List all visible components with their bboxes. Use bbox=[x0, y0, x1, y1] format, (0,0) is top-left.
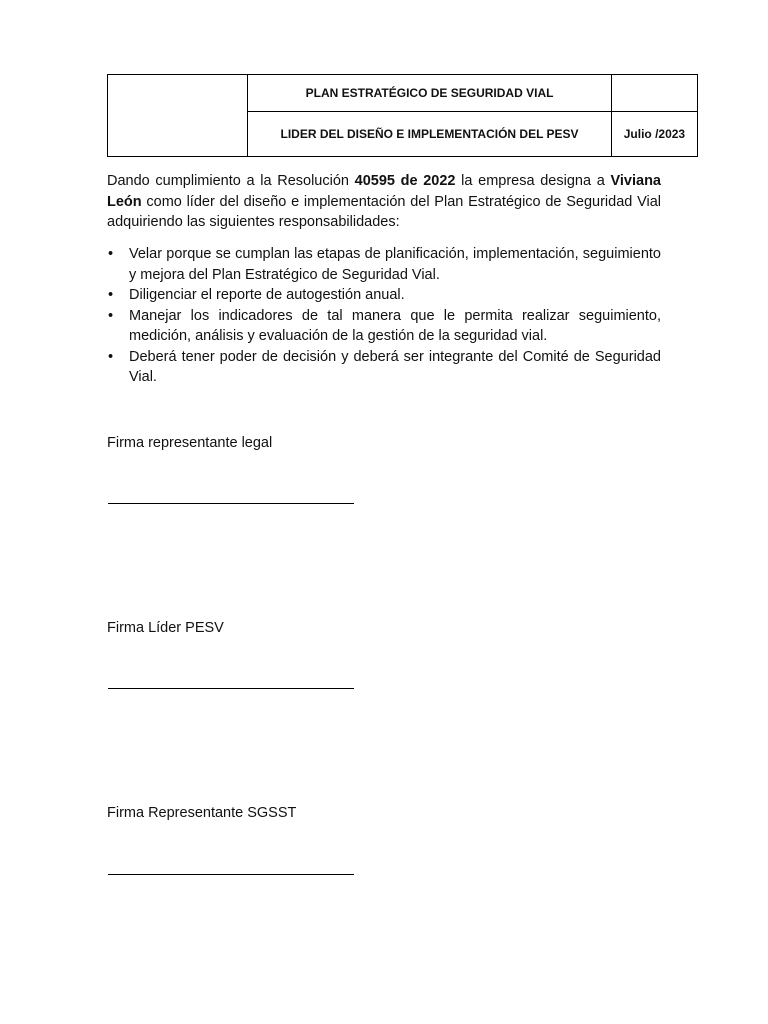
sgsst-rep-signature-label: Firma Representante SGSST bbox=[107, 805, 297, 821]
bullet-icon: • bbox=[108, 348, 114, 365]
document-subtitle: LIDER DEL DISEÑO E IMPLEMENTACIÓN DEL PESV bbox=[248, 112, 612, 157]
leader-name: Viviana León bbox=[107, 173, 661, 210]
document-date: Julio /2023 bbox=[611, 112, 697, 157]
list-item-text: Manejar los indicadores de tal manera que le permita realizar seguimiento, medición, análisis y evaluación de la gestión de la seguridad vial. bbox=[129, 307, 661, 344]
list-item bbox=[107, 306, 661, 347]
intro-paragraph bbox=[107, 171, 661, 233]
pesv-leader-signature-line bbox=[108, 688, 354, 689]
bullet-icon: • bbox=[108, 246, 114, 262]
bullet-icon: • bbox=[108, 287, 114, 303]
resolution-number: 40595 de 2022 bbox=[354, 173, 456, 189]
list-item-text: Deberá tener poder de decisión y deberá ser integrante del Comité de Seguridad Vial. bbox=[129, 348, 661, 385]
responsibilities-list bbox=[107, 244, 661, 388]
list-item bbox=[107, 285, 661, 306]
list-item bbox=[107, 347, 661, 388]
legal-rep-signature-label: Firma representante legal bbox=[107, 435, 273, 451]
intro-text-3: como líder del diseño e implementación del Plan Estratégico de Seguridad Vial adquiriendo las siguientes responsabilidades: bbox=[107, 193, 661, 230]
legal-rep-signature-line bbox=[108, 503, 354, 504]
list-item bbox=[107, 244, 661, 285]
list-item-text: Diligenciar el reporte de autogestión anual. bbox=[129, 287, 405, 303]
plan-title: PLAN ESTRATÉGICO DE SEGURIDAD VIAL bbox=[248, 75, 612, 112]
intro-text-2: la empresa designa a bbox=[455, 173, 611, 189]
bullet-icon: • bbox=[108, 307, 114, 324]
sgsst-rep-signature-line bbox=[108, 874, 354, 875]
document-header-table bbox=[107, 74, 698, 157]
list-item-text: Velar porque se cumplan las etapas de planificación, implementación, seguimiento y mejora del Plan Estratégico de Seguridad Vial. bbox=[129, 246, 661, 283]
intro-text-1: Dando cumplimiento a la Resolución bbox=[107, 173, 355, 189]
header-empty-cell bbox=[611, 75, 697, 112]
logo-cell bbox=[108, 75, 248, 157]
pesv-leader-signature-label: Firma Líder PESV bbox=[107, 620, 224, 636]
